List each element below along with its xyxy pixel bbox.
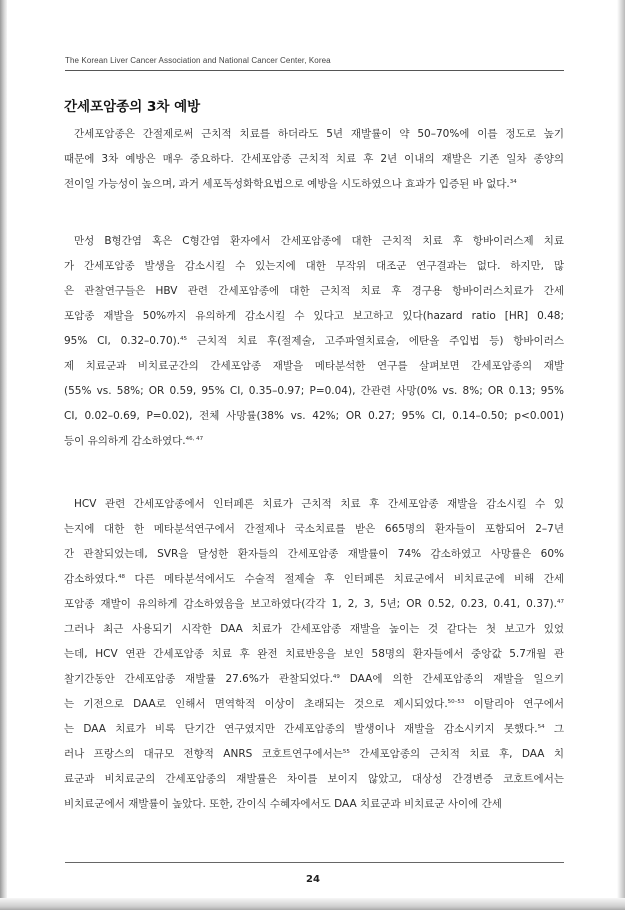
paragraph-1 <box>64 122 564 197</box>
line-text: 는지에 대한 한 메타분석연구에서 간절제나 국소치료를 받은 665명의 환자들이 포함되어 2–7년 <box>64 523 564 535</box>
line-text-continued: DAA에 의한 간세포암종의 재발을 일으키 <box>339 673 564 685</box>
line-text: 는데, HCV 연관 간세포암종 치료 후 완전 치료반응을 보인 58명의 환자들에서 중앙값 5.7개월 관 <box>64 648 564 660</box>
text-line <box>64 792 564 817</box>
text-line <box>64 492 564 517</box>
text-line <box>64 379 564 404</box>
line-text: 비치료군에서 재발률이 높았다. 또한, 간이식 수혜자에서도 DAA 치료군과 비치료군 사이에 간세 <box>64 798 502 810</box>
citation-superscript: 45 <box>180 336 188 342</box>
text-line <box>64 567 564 592</box>
text-line <box>64 717 564 742</box>
line-text: 그러나 최근 사용되기 시작한 DAA 치료가 간세포암종 재발을 높이는 것 같다는 첫 보고가 있었 <box>64 623 564 635</box>
line-text: 95% CI, 0.32–0.70). <box>64 335 181 347</box>
text-line <box>64 354 564 379</box>
running-header: The Korean Liver Cancer Association and National Cancer Center, Korea <box>65 56 331 65</box>
text-line <box>64 617 564 642</box>
line-text: CI, 0.02–0.69, P=0.02), 전체 사망률(38% vs. 42%; OR 0.27; 95% CI, 0.14–0.50; p<0.001) <box>64 410 564 422</box>
line-text: 간 관찰되었는데, SVR을 달성한 환자들의 간세포암종 재발률이 74% 감소하였고 사망률은 60% <box>64 548 564 560</box>
line-text: 료군과 비치료군의 간세포암종의 재발률은 차이를 보이지 않았고, 대상성 간경변증 코호트에서는 <box>64 773 564 785</box>
citation-superscript: 34 <box>509 179 517 185</box>
text-line <box>64 592 564 617</box>
line-text: 때문에 3차 예방은 매우 중요하다. 간세포암종 근치적 치료 후 2년 이내의 재발은 기존 일차 종양의 <box>64 153 564 165</box>
scan-right-edge <box>617 0 625 910</box>
line-text: 포암종 재발이 유의하게 감소하였음을 보고하였다(각각 1, 2, 3, 5년; OR 0.52, 0.23, 0.41, 0.37). <box>64 598 557 610</box>
line-text: 러나 프랑스의 대규모 전향적 ANRS 코호트연구에서는 <box>64 748 343 760</box>
header-rule <box>65 70 564 71</box>
line-text: 제 치료군과 비치료군간의 간세포암종 재발을 메타분석한 연구를 살펴보면 간세포암종의 재발 <box>64 360 564 372</box>
text-line <box>64 329 564 354</box>
citation-superscript: 49 <box>332 674 340 680</box>
line-text: 만성 B형간염 혹은 C형간염 환자에서 간세포암종에 대한 근치적 치료 후 항바이러스제 치료 <box>74 235 564 247</box>
text-line <box>64 122 564 147</box>
citation-superscript: 48 <box>118 574 126 580</box>
text-line <box>64 542 564 567</box>
line-text-continued: 근치적 치료 후(절제술, 고주파열치료술, 에탄올 주입법 등) 항바이러스 <box>187 335 564 347</box>
text-line <box>64 304 564 329</box>
line-text: 간세포암종은 간절제로써 근치적 치료를 하더라도 5년 재발률이 약 50–70%에 이를 정도로 높기 <box>74 128 564 140</box>
citation-superscript: 46, 47 <box>185 436 204 442</box>
line-text: 는 기전으로 DAA로 인해서 면역학적 이상이 초래되는 것으로 제시되었다. <box>64 698 448 710</box>
citation-superscript: 55 <box>342 749 350 755</box>
text-line <box>64 254 564 279</box>
scan-left-edge <box>0 0 7 910</box>
line-text: 은 관찰연구들은 HBV 관련 간세포암종에 대한 근치적 치료 후 경구용 항바이러스치료가 간세 <box>64 285 564 297</box>
text-line <box>64 279 564 304</box>
line-text-continued: 간세포암종의 근치적 치료 후, DAA 치 <box>349 748 565 760</box>
line-text-continued: 이탈리아 연구에서 <box>464 698 564 710</box>
paragraph-2 <box>64 229 564 454</box>
text-line <box>64 742 564 767</box>
text-line <box>64 692 564 717</box>
line-text-continued: 그 <box>544 723 565 735</box>
paragraph-3 <box>64 492 564 817</box>
line-text: 포암종 재발을 50%까지 유의하게 감소시킬 수 있다고 보고하고 있다(hazard ratio [HR] 0.48; <box>64 310 564 322</box>
text-line <box>64 172 564 197</box>
text-line <box>64 767 564 792</box>
text-line <box>64 642 564 667</box>
citation-superscript: 54 <box>537 724 545 730</box>
line-text: 는 DAA 치료가 비록 단기간 연구였지만 간세포암종의 발생이나 재발을 감소시키지 못했다. <box>64 723 538 735</box>
line-text: 등이 유의하게 감소하였다. <box>64 435 186 447</box>
line-text: (55% vs. 58%; OR 0.59, 95% CI, 0.35–0.97; P=0.04), 간관련 사망(0% vs. 8%; OR 0.13; 95% <box>64 385 564 397</box>
text-line <box>64 429 564 454</box>
text-line <box>64 517 564 542</box>
citation-superscript: 50–53 <box>447 699 465 705</box>
footer-rule <box>65 862 564 863</box>
page-number: 24 <box>306 874 320 885</box>
line-text: HCV 관련 간세포암종에서 인터페론 치료가 근치적 치료 후 간세포암종 재발을 감소시킬 수 있 <box>74 498 564 510</box>
scan-bottom-edge <box>0 898 625 910</box>
line-text: 감소하였다. <box>64 573 119 585</box>
citation-superscript: 47 <box>557 599 564 605</box>
text-line <box>64 667 564 692</box>
line-text-continued: 다른 메타분석에서도 수술적 절제술 후 인터페론 치료군에서 비치료군에 비해 간세 <box>125 573 564 585</box>
line-text: 찰기간동안 간세포암종 재발률 27.6%가 관찰되었다. <box>64 673 333 685</box>
text-line <box>64 404 564 429</box>
line-text: 전이일 가능성이 높으며, 과거 세포독성화학요법으로 예방을 시도하였으나 효과가 입증된 바 없다. <box>64 178 510 190</box>
text-line <box>64 229 564 254</box>
line-text: 가 간세포암종 발생을 감소시킬 수 있는지에 대한 무작위 대조군 연구결과는 없다. 하지만, 많 <box>64 260 564 272</box>
section-title: 간세포암종의 3차 예방 <box>64 99 201 115</box>
text-line <box>64 147 564 172</box>
